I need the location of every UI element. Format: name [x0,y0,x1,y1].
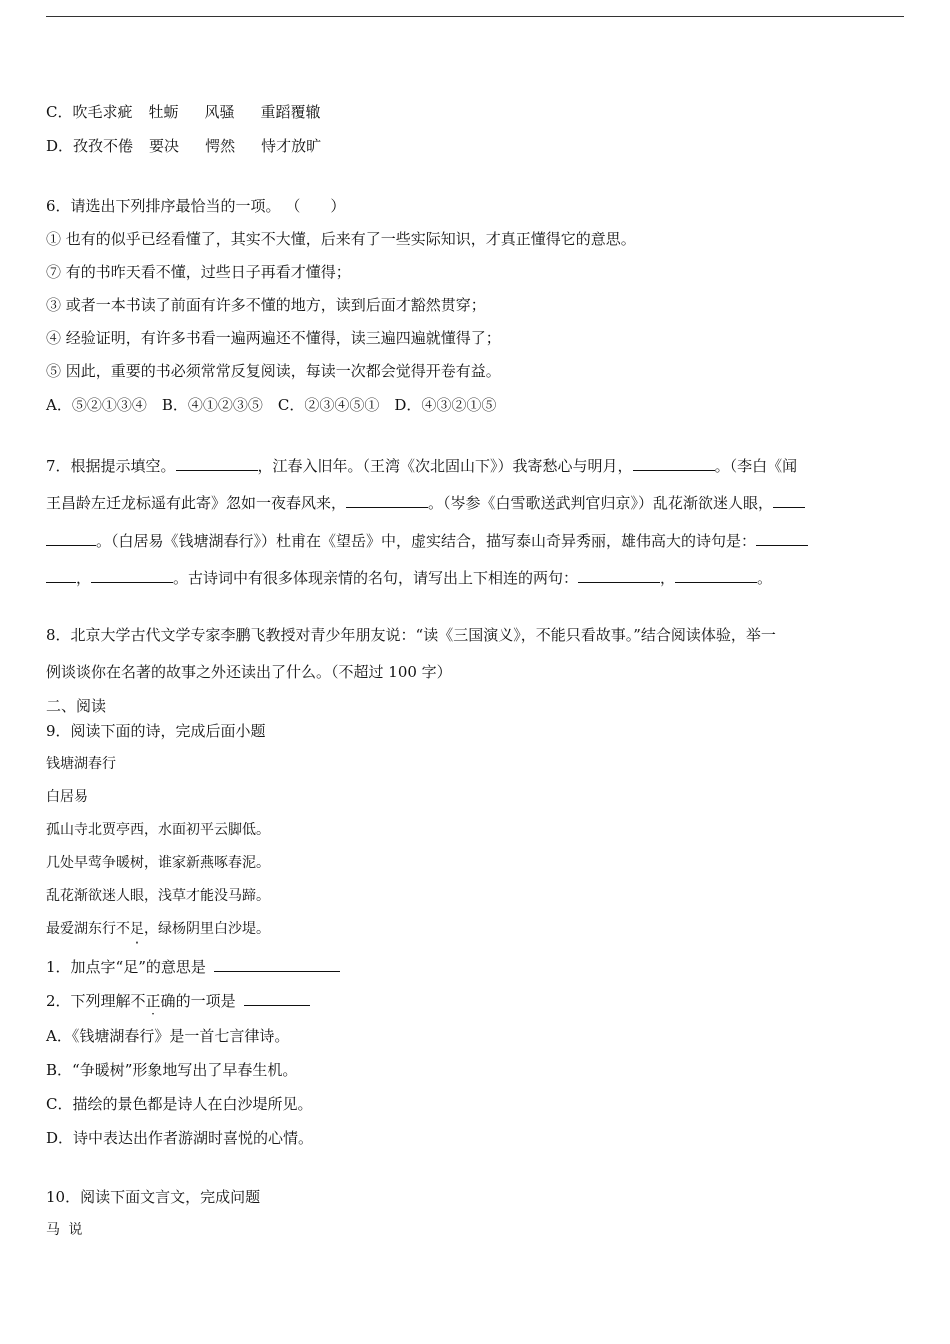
q9-sub-1: 1．加点字“足”的意思是 [46,955,340,977]
q5-option-d: D．孜孜不倦 要决 愕然 恃才放旷 [46,137,322,155]
q9-stem: 9．阅读下面的诗，完成后面小题 [46,722,266,740]
q6-sentence-1: ① 也有的似乎已经看懂了，其实不大懂，后来有了一些实际知识，才真正懂得它的意思。 [46,230,636,248]
q6-options: A．⑤②①③④ B．④①②③⑤ C．②③④⑤① D．④③②①⑤ [46,396,497,414]
q6-sentence-5: ⑤ 因此，重要的书必须常常反复阅读，每读一次都会觉得开卷有益。 [46,362,501,380]
poem-line-1: 孤山寺北贾亭西，水面初平云脚低。 [46,822,270,838]
q5-option-c: C．吹毛求疵 牡蛎 风骚 重蹈覆辙 [46,103,321,121]
answer-blank[interactable] [346,491,428,508]
poem-title: 钱塘湖春行 [46,756,116,772]
answer-blank[interactable] [214,955,340,972]
q10-stem: 10．阅读下面文言文，完成问题 [46,1188,261,1206]
poem-line-3: 乱花渐欲迷人眼，浅草才能没马蹄。 [46,888,270,904]
answer-blank[interactable] [91,566,173,583]
poem-author: 白居易 [46,789,88,805]
emphasized-char: 足 [130,921,144,937]
q9-option-d: D．诗中表达出作者游湖时喜悦的心情。 [46,1129,314,1147]
poem-line-2: 几处早莺争暖树，谁家新燕啄春泥。 [46,855,270,871]
q9-option-b: B．“争暖树”形象地写出了早春生机。 [46,1061,298,1079]
poem-line-4: 最爱湖东行不足，绿杨阴里白沙堤。 [46,921,270,937]
q9-option-c: C．描绘的景色都是诗人在白沙堤所见。 [46,1095,313,1113]
q7-line-2: 王昌龄左迁龙标遥有此寄》忽如一夜春风来， 。（岑参《白雪歌送武判官归京》）乱花渐欲迷人眼， [46,491,805,513]
q10-title: 马 说 [46,1222,83,1238]
answer-blank[interactable] [46,529,96,546]
answer-blank[interactable] [46,566,76,583]
q7-line-3: 。（白居易《钱塘湖春行》）杜甫在《望岳》中，虚实结合，描写泰山奇异秀丽，雄伟高大的诗句是： [46,529,808,551]
answer-blank[interactable] [244,989,310,1006]
section-heading-reading: 二、阅读 [46,697,107,715]
answer-blank[interactable] [578,566,660,583]
q9-sub-2: 2．下列理解不正确的一项是 [46,989,310,1011]
q6-stem: 6．请选出下列排序最恰当的一项。 （ ） [46,197,346,215]
answer-blank[interactable] [773,491,805,508]
q9-option-a: A．《钱塘湖春行》是一首七言律诗。 [46,1027,290,1045]
answer-blank[interactable] [675,566,757,583]
q7-line-4: ， 。古诗词中有很多体现亲情的名句，请写出上下相连的两句： ， 。 [46,566,772,588]
answer-blank[interactable] [176,454,258,471]
q6-sentence-3: ③ 或者一本书读了前面有许多不懂的地方，读到后面才豁然贯穿； [46,296,486,314]
emphasized-text: 不正确 [130,992,176,1010]
q6-sentence-2: ⑦ 有的书昨天看不懂，过些日子再看才懂得； [46,263,351,281]
q8-line-2: 例谈谈你在名著的故事之外还读出了什么。（不超过 100 字） [46,663,452,681]
answer-blank[interactable] [633,454,715,471]
q7-line-1: 7．根据提示填空。 ，江春入旧年。（王湾《次北固山下》）我寄愁心与明月， 。（李白《闻 [46,454,797,476]
q8-line-1: 8．北京大学古代文学专家李鹏飞教授对青少年朋友说：“读《三国演义》，不能只看故事。”结合阅读体验，举一 [46,626,776,644]
answer-blank[interactable] [756,529,808,546]
header-rule [46,16,904,17]
q6-sentence-4: ④ 经验证明，有许多书看一遍两遍还不懂得，读三遍四遍就懂得了； [46,329,501,347]
